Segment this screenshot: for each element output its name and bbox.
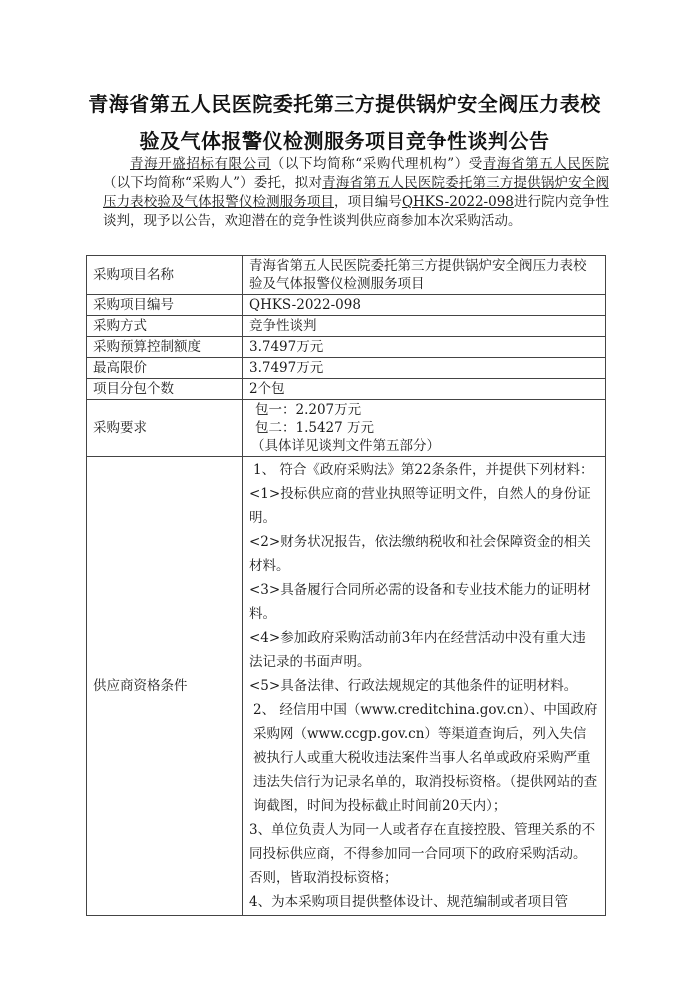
qualification-label: 供应商资格条件 — [87, 457, 243, 916]
row-label: 采购预算控制额度 — [87, 337, 243, 358]
row-value: 3.7497万元 — [243, 358, 606, 379]
table-row — [87, 256, 606, 295]
project-code: QHKS-2022-098 — [401, 194, 514, 210]
qual-item: 1、 符合《政府采购法》第22条条件，并提供下列材料： — [253, 462, 594, 478]
intro-text-4: 进行院内竞争性谈判，现予以公告，欢迎潜在的竞争性谈判供应商参加本次采购活动。 — [103, 194, 610, 229]
row-label: 最高限价 — [87, 358, 243, 379]
intro-text-1: （以下均简称“采购代理机构”）受 — [270, 156, 483, 172]
row-value: 2个包 — [243, 379, 606, 400]
intro-text-2: （以下均简称“采购人”）委托，拟对 — [103, 175, 323, 191]
table-row-qualification — [87, 457, 606, 916]
package-2: 包二：1.5427 万元 — [255, 420, 375, 436]
qual-item: <1>投标供应商的营业执照等证明文件，自然人的身份证明。 — [249, 486, 591, 526]
qual-item: <4>参加政府采购活动前3年内在经营活动中没有重大违法记录的书面声明。 — [249, 630, 586, 670]
qual-item: 4、为本采购项目提供整体设计、规范编制或者项目管 — [249, 894, 569, 910]
qualification-value — [243, 457, 606, 916]
row-label: 采购项目编号 — [87, 295, 243, 316]
row-label: 采购项目名称 — [87, 256, 243, 295]
row-label: 采购方式 — [87, 316, 243, 337]
requirement-label: 采购要求 — [87, 400, 243, 457]
table-row — [87, 379, 606, 400]
page-subtitle: 验及气体报警仪检测服务项目竞争性谈判公告 — [139, 129, 550, 153]
table-row-requirement — [87, 400, 606, 457]
agent-name: 青海开盛招标有限公司 — [130, 156, 271, 172]
table-row — [87, 337, 606, 358]
package-1: 包一：2.207万元 — [255, 402, 362, 418]
row-value: QHKS-2022-098 — [243, 295, 606, 316]
buyer-name: 青海省第五人民医院 — [482, 156, 610, 172]
qual-item: 3、单位负责人为同一人或者存在直接控股、管理关系的不同投标供应商，不得参加同一合同项下的政府采购活动。否则，皆取消投标资格； — [249, 822, 596, 886]
info-table — [86, 255, 606, 916]
project-name: 青海省第五人民医院委托第三方提供锅炉安全阀压力表校验及气体报警仪检测服务项目 — [103, 175, 610, 210]
qual-item: 2、 经信用中国（www.creditchina.gov.cn）、中国政府采购网（www.ccgp.gov.cn）等渠道查询后，列入失信被执行人或重大税收违法案件当事人名单或政府采购严重违法失信行为记录名单的，取消投标资格。（提供网站的查询截图，时间为投标截止时间前20天内）； — [253, 702, 598, 814]
table-row — [87, 316, 606, 337]
qual-item: <5>具备法律、行政法规规定的其他条件的证明材料。 — [249, 678, 578, 694]
qual-item: <3>具备履行合同所必需的设备和专业技术能力的证明材料。 — [249, 582, 591, 622]
row-label: 项目分包个数 — [87, 379, 243, 400]
table-row — [87, 295, 606, 316]
table-row — [87, 358, 606, 379]
page-title: 青海省第五人民医院委托第三方提供锅炉安全阀压力表校 — [88, 92, 601, 116]
requirement-value — [243, 400, 606, 457]
requirement-note: （具体详见谈判文件第五部分） — [251, 438, 440, 454]
qual-item: <2>财务状况报告，依法缴纳税收和社会保障资金的相关材料。 — [249, 534, 591, 574]
row-value: 3.7497万元 — [243, 337, 606, 358]
row-value: 竞争性谈判 — [243, 316, 606, 337]
intro-paragraph — [103, 155, 609, 231]
row-value: 青海省第五人民医院委托第三方提供锅炉安全阀压力表校验及气体报警仪检测服务项目 — [243, 256, 606, 295]
intro-text-3: ，项目编号 — [334, 194, 402, 210]
